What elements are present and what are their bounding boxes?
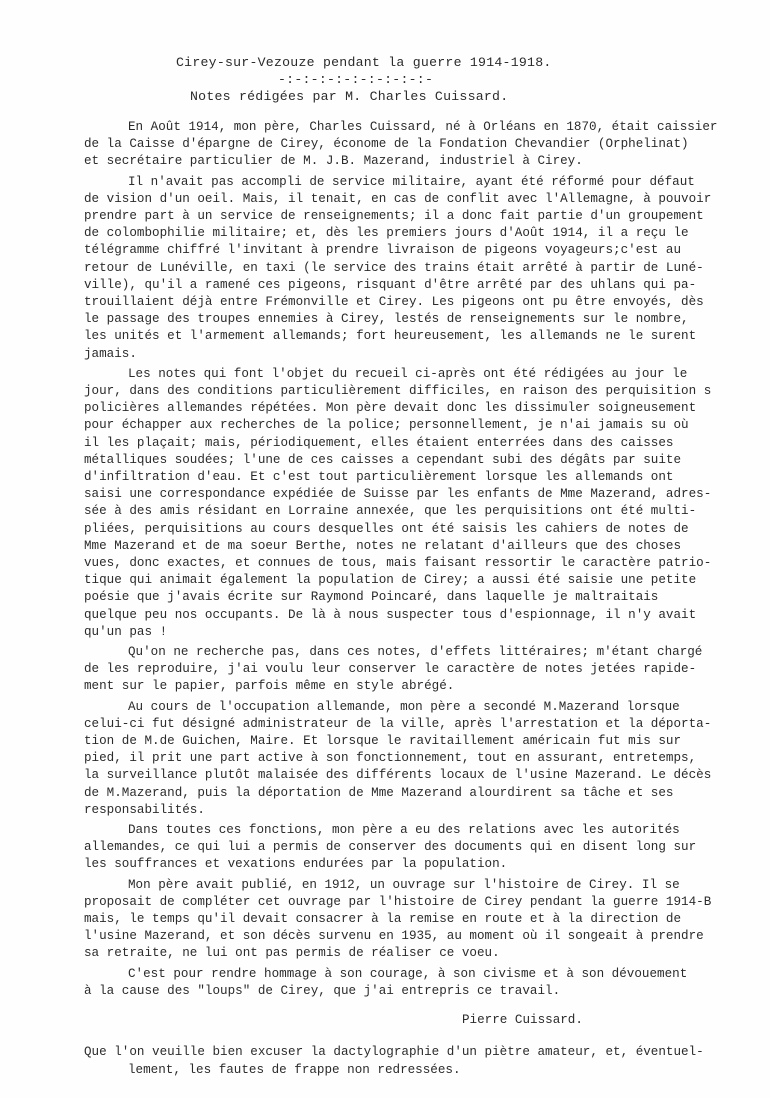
body-line: de colombophilie militaire; et, dès les premiers jours d'Août 1914, il a reçu le: [84, 226, 689, 241]
body-line: prendre part à un service de renseignements; il a donc fait partie d'un groupement: [84, 209, 704, 223]
body-line: l'usine Mazerand, et son décès survenu en 1935, au moment où il songeait à prendre: [84, 929, 704, 944]
body-line: les souffrances et vexations endurées par la population.: [84, 857, 508, 872]
body-line: quelque peu nos occupants. De là à nous suspecter tous d'espionnage, il n'y avait: [84, 607, 697, 622]
body-line: responsabilités.: [84, 802, 205, 817]
body-line: C'est pour rendre hommage à son courage, à son civisme et à son dévouement: [128, 966, 688, 981]
body-line: les unités et l'armement allemands; fort heureusement, les allemands ne le surent: [84, 329, 697, 344]
body-line: et secrétaire particulier de M. J.B. Mazerand, industriel à Cirey.: [84, 154, 583, 169]
body-line: Mon père avait publié, en 1912, un ouvrage sur l'histoire de Cirey. Il se: [128, 877, 680, 892]
body-line: à la cause des "loups" de Cirey, que j'ai entrepris ce travail.: [84, 983, 561, 998]
body-line: tion de M.de Guichen, Maire. Et lorsque le ravitaillement américain fut mis sur: [84, 734, 682, 748]
body-line: Au cours de l'occupation allemande, mon père a secondé M.Mazerand lorsque: [128, 699, 680, 714]
title-separator: -:-:-:-:-:-:-:-:-:-: [278, 72, 434, 87]
body-line: télégramme chiffré l'invitant à prendre livraison de pigeons voyageurs;c'est au: [84, 243, 682, 258]
body-line: poésie que j'avais écrite sur Raymond Poincaré, dans laquelle je maltraitais: [84, 590, 659, 605]
body-line: ville), qu'il a ramené ces pigeons, risquant d'être arrêté par des uhlans qui pa-: [84, 277, 697, 292]
body-line: métalliques soudées; l'une de ces caisses a cependant subi des dégâts par suite: [84, 452, 682, 467]
body-line: de les reproduire, j'ai voulu leur conserver le caractère de notes jetées rapide-: [84, 662, 697, 677]
body-line: Qu'on ne recherche pas, dans ces notes, d'effets littéraires; m'étant chargé: [128, 645, 703, 659]
document-title: Cirey-sur-Vezouze pendant la guerre 1914-1918.: [176, 55, 552, 70]
footnote-line-1: Que l'on veuille bien excuser la dactylographie d'un piètre amateur, et, éventuel-: [84, 1045, 704, 1059]
body-line: jamais.: [84, 346, 137, 361]
body-line: mais, le temps qu'il devait consacrer à la remise en route et à la direction de: [84, 912, 682, 926]
body-line: allemandes, ce qui lui a permis de conserver des documents qui en disent long sur: [84, 840, 697, 855]
body-line: qu'un pas !: [84, 624, 168, 639]
body-line: retour de Lunéville, en taxi (le service des trains était arrêté à partir de Luné-: [84, 260, 704, 275]
footnote-line-2: lement, les fautes de frappe non redressées.: [128, 1063, 461, 1077]
body-line: Les notes qui font l'objet du recueil ci-après ont été rédigées au jour le: [128, 366, 688, 381]
body-line: il les plaçait; mais, périodiquement, elles étaient enterrées dans des caisses: [84, 435, 674, 450]
body-line: sée à des amis résidant en Lorraine annexée, que les perquisitions ont été multi-: [84, 504, 697, 519]
body-line: tique qui animait également la population de Cirey; a aussi été saisie une petite: [84, 573, 697, 588]
signature: Pierre Cuissard.: [462, 1013, 583, 1027]
body-line: proposait de compléter cet ouvrage par l'histoire de Cirey pendant la guerre 1914-B: [84, 894, 712, 909]
body-line: pliées, perquisitions au cours desquelles ont été saisis les cahiers de notes de: [84, 521, 689, 536]
body-line: vues, donc exactes, et connues de tous, mais faisant ressortir le caractère patrio-: [84, 556, 712, 570]
body-line: de vision d'un oeil. Mais, il tenait, en cas de conflit avec l'Allemagne, à pouvoir: [84, 191, 712, 206]
body-line: de M.Mazerand, puis la déportation de Mme Mazerand alourdirent sa tâche et ses: [84, 785, 674, 800]
body-line: la surveillance plutôt malaisée des différents locaux de l'usine Mazerand. Le décès: [84, 768, 712, 783]
body-line: Il n'avait pas accompli de service militaire, ayant été réformé pour défaut: [128, 174, 695, 189]
body-line: celui-ci fut désigné administrateur de la ville, après l'arrestation et la déporta-: [84, 716, 712, 731]
body-line: le passage des troupes ennemies à Cirey, lestés de renseignements sur le nombre,: [84, 312, 689, 327]
body-line: de la Caisse d'épargne de Cirey, économe de la Fondation Chevandier (Orphelinat): [84, 137, 689, 152]
body-line: trouillaient déjà entre Frémonville et Cirey. Les pigeons ont pu être envoyés, dès: [84, 295, 704, 309]
body-line: sa retraite, ne lui ont pas permis de réaliser ce voeu.: [84, 946, 500, 961]
body-line: policières allemandes répétées. Mon père devait donc les dissimuler soigneusement: [84, 401, 697, 416]
body-line: pied, il prit une part active à son fonctionnement, tout en assurant, entretemps,: [84, 751, 697, 766]
body-line: Dans toutes ces fonctions, mon père a eu des relations avec les autorités: [128, 823, 680, 837]
body-line: pour échapper aux recherches de la police; personnellement, je n'ai jamais su où: [84, 418, 689, 433]
body-line: En Août 1914, mon père, Charles Cuissard, né à Orléans en 1870, était caissier: [128, 120, 718, 134]
body-line: saisi une correspondance expédiée de Suisse par les enfants de Mme Mazerand, adres-: [84, 487, 712, 502]
body-line: jour, dans des conditions particulièrement difficiles, en raison des perquisition s: [84, 384, 712, 398]
body-line: Mme Mazerand et de ma soeur Berthe, notes ne relatant d'ailleurs que des choses: [84, 538, 682, 553]
body-line: ment sur le papier, parfois même en style abrégé.: [84, 679, 455, 694]
document-subtitle: Notes rédigées par M. Charles Cuissard.: [190, 89, 509, 104]
body-line: d'infiltration d'eau. Et c'est tout particulièrement lorsque les allemands ont: [84, 470, 674, 484]
